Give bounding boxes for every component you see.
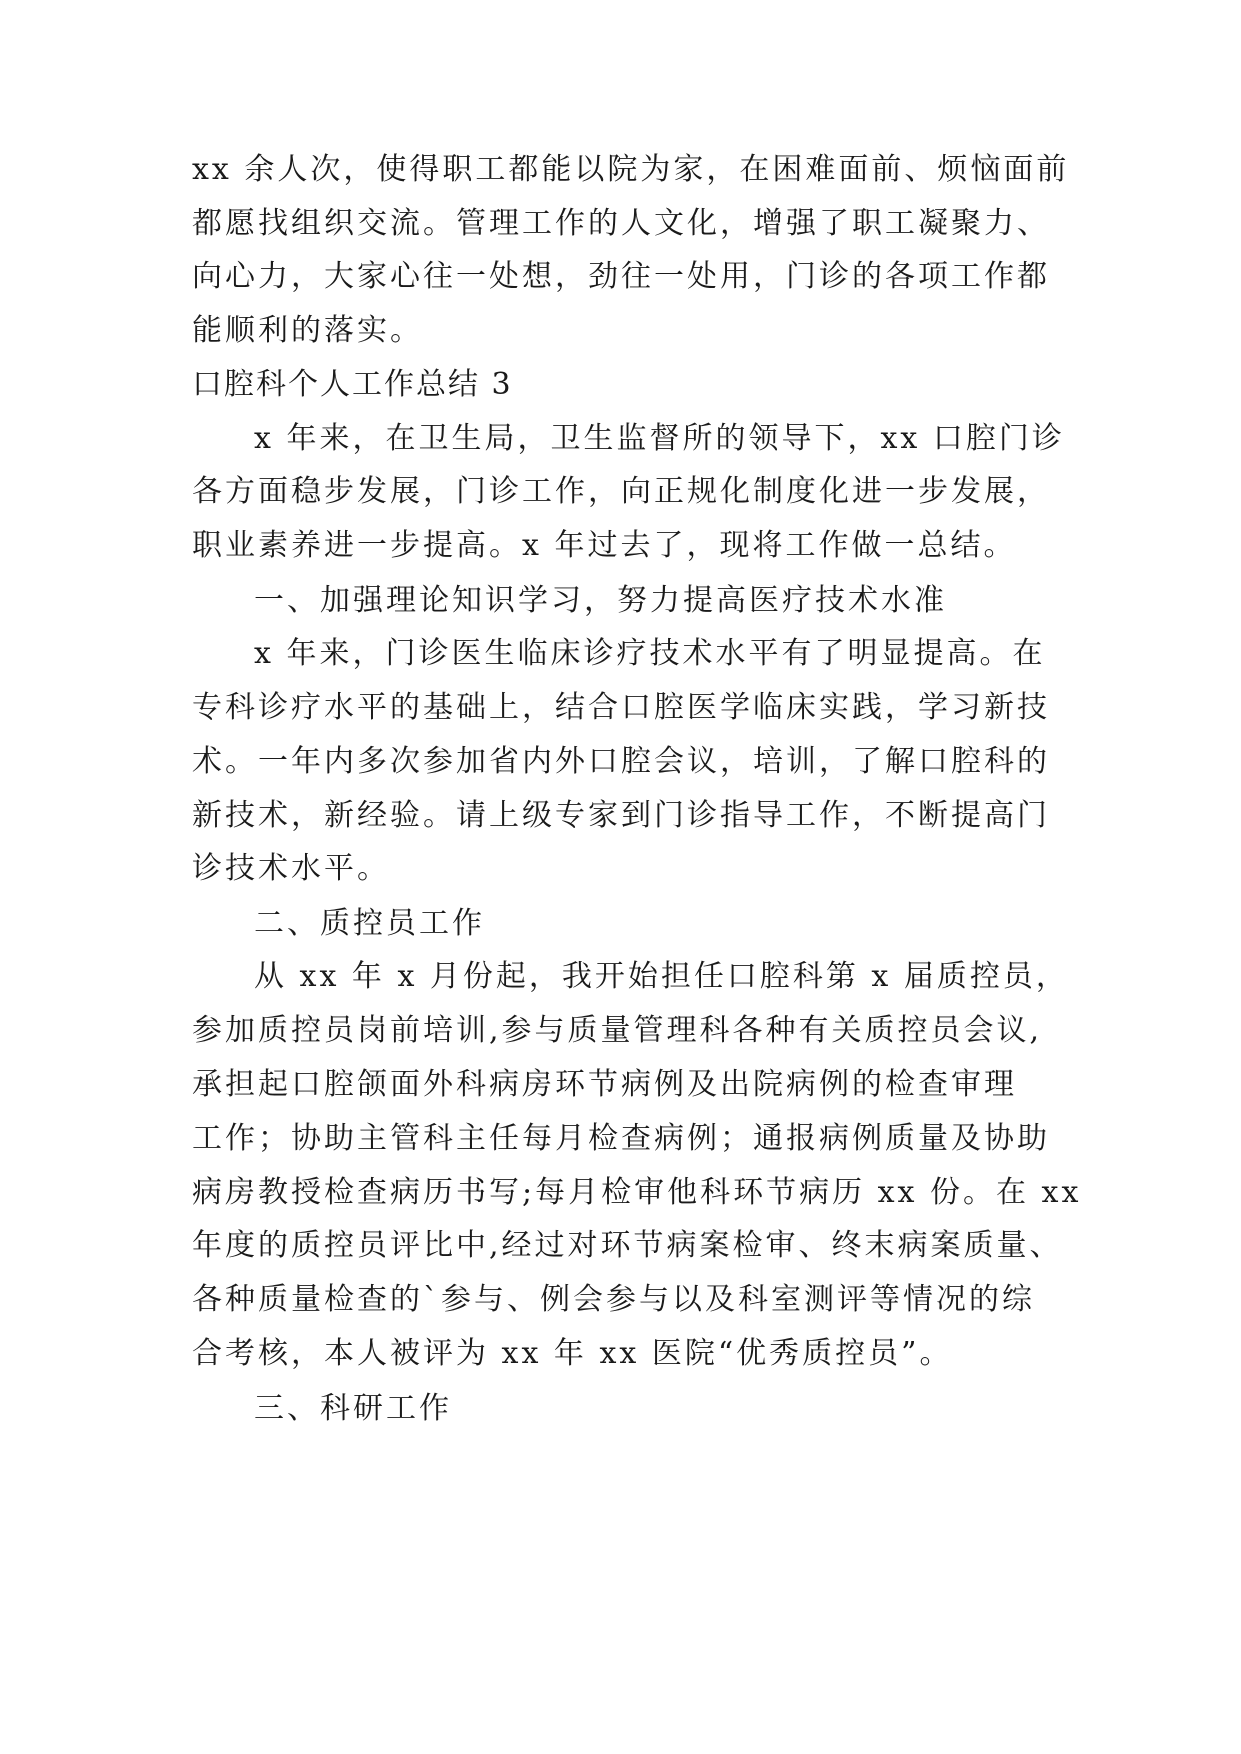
body-line: 工作；协助主管科主任每月检查病例；通报病例质量及协助 [192, 1121, 1050, 1156]
body-line: 各方面稳步发展，门诊工作，向正规化制度化进一步发展， [192, 474, 1050, 509]
body-line: 都愿找组织交流。管理工作的人文化，增强了职工凝聚力、 [192, 206, 1050, 241]
body-line: 能顺利的落实。 [192, 313, 423, 348]
body-line: 新技术，新经验。请上级专家到门诊指导工作，不断提高门 [192, 798, 1050, 833]
body-line: 各种质量检查的`参与、例会参与以及科室测评等情况的综 [192, 1282, 1035, 1317]
body-line: x 年来，门诊医生临床诊疗技术水平有了明显提高。在 [254, 636, 1046, 671]
body-line: x 年来，在卫生局，卫生监督所的领导下，xx 口腔门诊 [254, 421, 1065, 456]
body-line: 向心力，大家心往一处想，劲往一处用，门诊的各项工作都 [192, 259, 1050, 294]
body-line: 职业素养进一步提高。x 年过去了，现将工作做一总结。 [192, 528, 1017, 563]
body-line: 承担起口腔颌面外科病房环节病例及出院病例的检查审理 [192, 1067, 1017, 1102]
body-line: 诊技术水平。 [192, 851, 390, 886]
body-line: 术。一年内多次参加省内外口腔会议，培训，了解口腔科的 [192, 744, 1050, 779]
body-line: 年度的质控员评比中,经过对环节病案检审、终末病案质量、 [192, 1228, 1063, 1263]
body-line: 参加质控员岗前培训,参与质量管理科各种有关质控员会议, [192, 1013, 1043, 1048]
subheading: 二、质控员工作 [254, 906, 485, 941]
body-line: xx 余人次，使得职工都能以院为家，在困难面前、烦恼面前 [192, 152, 1070, 187]
subheading: 一、加强理论知识学习，努力提高医疗技术水准 [254, 583, 947, 618]
body-line: 病房教授检查病历书写;每月检审他科环节病历 xx 份。在 xx [192, 1175, 1082, 1210]
subheading: 三、科研工作 [254, 1391, 452, 1426]
body-line: 从 xx 年 x 月份起，我开始担任口腔科第 x 届质控员， [254, 959, 1069, 994]
body-line: 合考核，本人被评为 xx 年 xx 医院“优秀质控员”。 [192, 1336, 953, 1371]
body-line: 专科诊疗水平的基础上，结合口腔医学临床实践，学习新技 [192, 690, 1050, 725]
section-title: 口腔科个人工作总结 3 [192, 367, 513, 402]
